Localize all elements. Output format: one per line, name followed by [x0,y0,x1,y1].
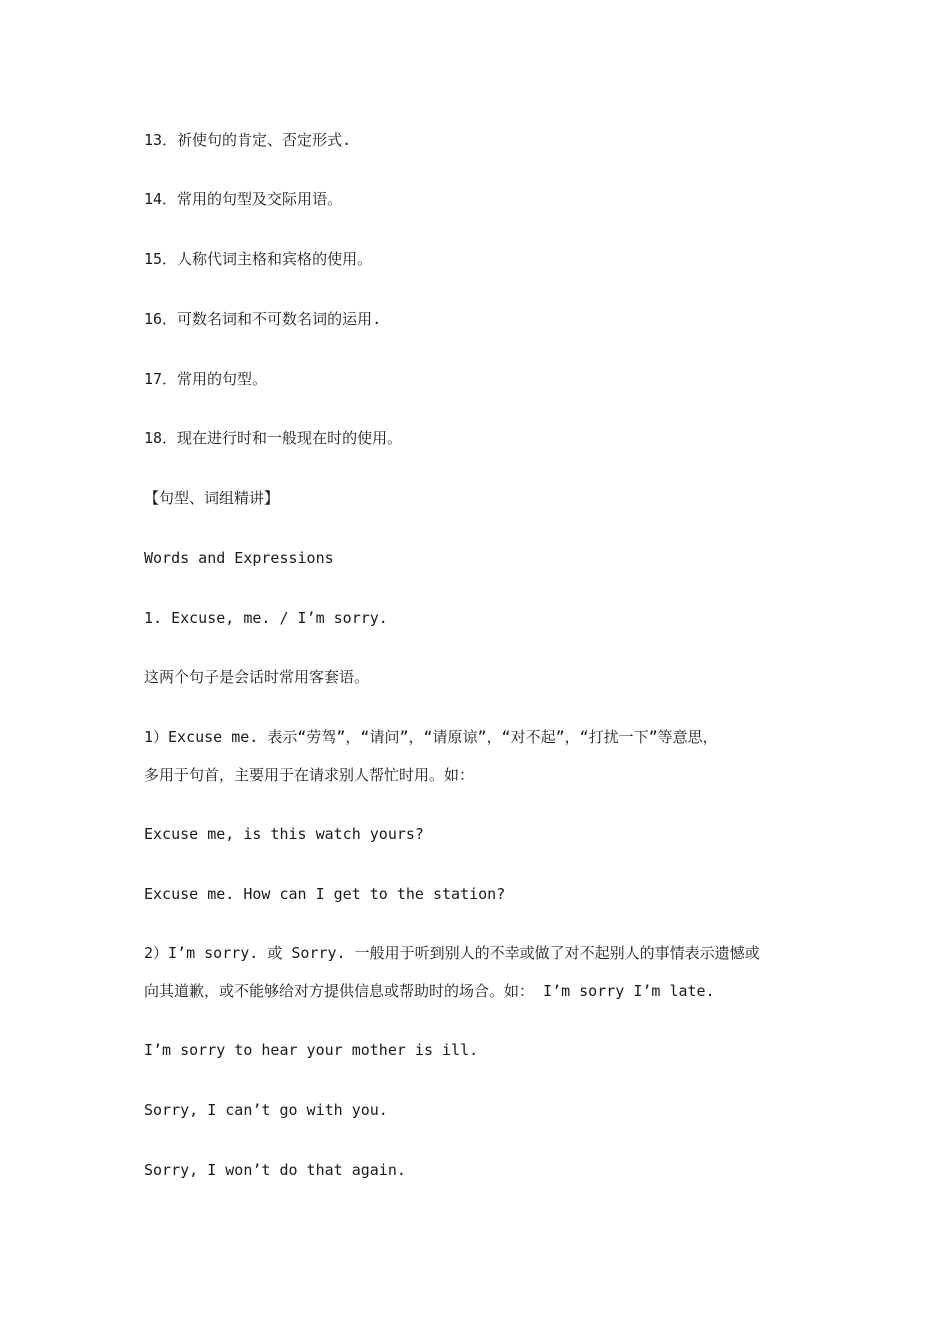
list-item: 14．常用的句型及交际用语。 [144,190,343,208]
subheading: Words and Expressions [144,549,334,567]
list-item: 18．现在进行时和一般现在时的使用。 [144,429,403,447]
example-sentence: Sorry, I won’t do that again. [144,1161,406,1179]
entry-intro: 这两个句子是会话时常用客套语。 [144,668,370,686]
list-item: 13．祈使句的肯定、否定形式. [144,131,352,149]
point-2-line-1: 2）I’m sorry. 或 Sorry. 一般用于听到别人的不幸或做了对不起别人的事情表示遗憾或 [144,944,760,962]
example-sentence: Sorry, I can’t go with you. [144,1101,388,1119]
point-2-line-2: 向其道歉，或不能够给对方提供信息或帮助时的场合。如： I’m sorry I’m late. [144,982,715,1000]
list-item: 16．可数名词和不可数名词的运用. [144,310,382,328]
example-sentence: Excuse me. How can I get to the station? [144,885,506,903]
example-sentence: I’m sorry to hear your mother is ill. [144,1041,479,1059]
section-heading: 【句型、词组精讲】 [144,489,280,507]
point-1-line-1: 1）Excuse me. 表示“劳驾”，“请问”，“请原谅”，“对不起”，“打扰一下”等意思， [144,728,718,746]
list-item: 17．常用的句型。 [144,370,268,388]
point-1-line-2: 多用于句首，主要用于在请求别人帮忙时用。如： [144,766,475,784]
list-item: 15．人称代词主格和宾格的使用。 [144,250,373,268]
entry-title: 1. Excuse, me. / I’m sorry. [144,609,388,627]
example-sentence: Excuse me, is this watch yours? [144,825,424,843]
